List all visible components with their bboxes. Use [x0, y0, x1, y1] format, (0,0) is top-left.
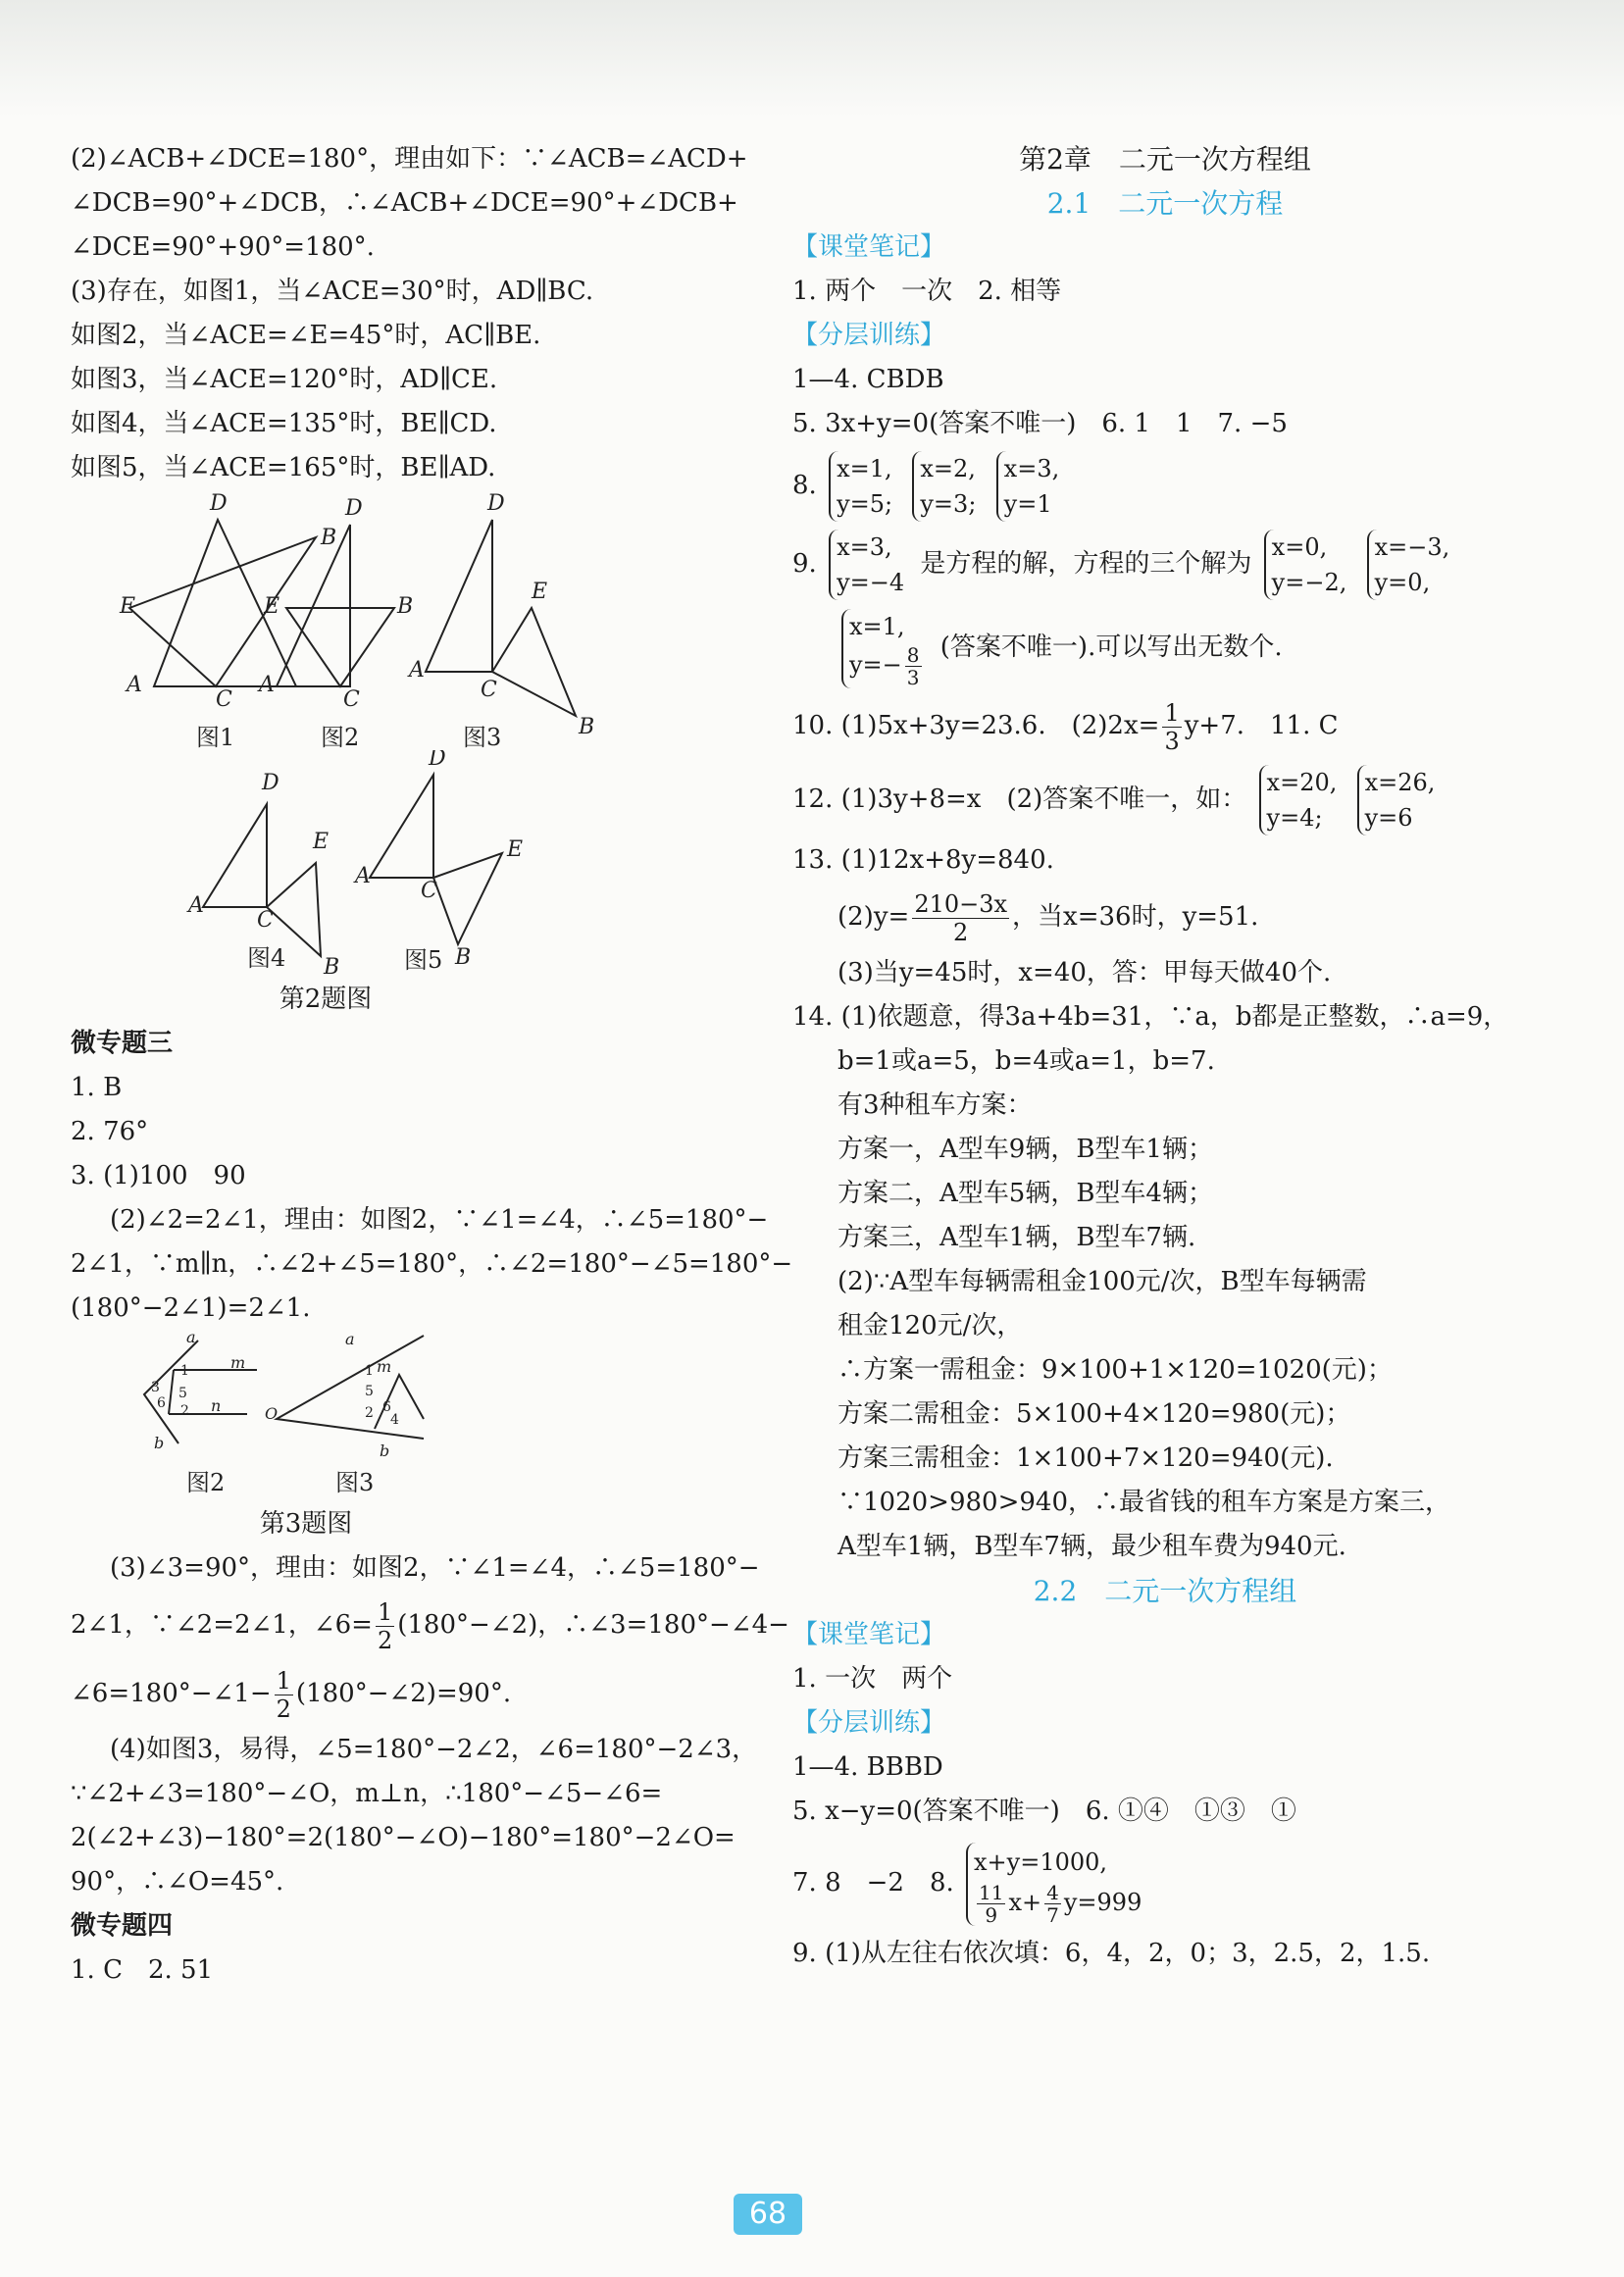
s3-q3-4-line: ∵∠2+∠3=180°−∠O，m⊥n，∴180°−∠5−∠6= — [71, 1779, 663, 1808]
s3-q3-3-line-3 — [71, 1659, 757, 1728]
fig-label-3: 图3 — [463, 724, 502, 750]
svg-text:D: D — [345, 496, 363, 521]
svg-text:b: b — [154, 1434, 165, 1452]
answer-14-line: A型车1辆，B型车7辆，最少租车费为940元. — [837, 1532, 1346, 1561]
svg-text:E: E — [264, 594, 280, 619]
answer-14-line: ∴方案一需租金：9×100+1×120=1020(元)； — [837, 1355, 1393, 1385]
s4-answers: 1. C 2. 51 — [71, 1955, 214, 1985]
equation-system — [1264, 530, 1351, 600]
sys-line: x=1, — [837, 455, 892, 482]
svg-text:2: 2 — [365, 1405, 374, 1421]
sys-line: x=20, — [1266, 769, 1338, 796]
s3-q3-4-line: (4)如图3，易得，∠5=180°−2∠2，∠6=180°−2∠3， — [110, 1735, 758, 1764]
graded-training-tag-2: 【分层训练】 — [792, 1708, 946, 1738]
answer-5-7: 5. 3x+y=0(答案不唯一) 6. 1 1 7. −5 — [792, 409, 1288, 438]
answer-14-line: 方案二，A型车5辆，B型车4辆； — [837, 1179, 1213, 1208]
numerator: 1 — [1164, 698, 1180, 727]
sys-line: x=1, — [849, 612, 905, 640]
fig-label-4: 图4 — [247, 944, 286, 972]
figures-row-2 — [71, 750, 757, 995]
answer-b-5-6: 5. x−y=0(答案不唯一) 6. ①④ ①③ ① — [792, 1796, 1296, 1826]
svg-text:B: B — [321, 526, 337, 550]
svg-text:E: E — [532, 580, 548, 604]
svg-text:3: 3 — [151, 1380, 160, 1395]
fig-label-5: 图5 — [404, 946, 443, 974]
answer-9-label: 9. — [792, 549, 817, 579]
figures-q3 — [71, 1331, 757, 1512]
answer-b-1-4: 1—4. BBBD — [792, 1752, 943, 1782]
numerator: 4 — [1046, 1880, 1059, 1904]
answer-14-line: 14. (1)依题意，得3a+4b=31，∵a，b都是正整数，∴a=9， — [792, 1002, 1509, 1032]
fig-label-2: 图2 — [321, 724, 360, 750]
fig3-caption: 第3题图 — [259, 1509, 353, 1539]
svg-text:A: A — [409, 658, 425, 683]
class-notes-tag-2: 【课堂笔记】 — [792, 1620, 946, 1649]
q2-part3-line: 如图4，当∠ACE=135°时，BE∥CD. — [71, 409, 497, 438]
svg-text:B: B — [455, 945, 472, 970]
answer-14-line: 方案一，A型车9辆，B型车1辆； — [837, 1135, 1213, 1164]
svg-text:6: 6 — [157, 1395, 166, 1411]
class-notes-tag: 【课堂笔记】 — [792, 232, 946, 262]
class-notes-answer-2: 1. 一次 两个 — [792, 1664, 953, 1694]
answer-13-2 — [792, 883, 1538, 951]
numerator: 1 — [276, 1666, 291, 1695]
answer-9 — [792, 525, 1538, 603]
q2-part3-line: 如图5，当∠ACE=165°时，BE∥AD. — [71, 453, 496, 482]
fraction — [1162, 699, 1181, 755]
q2-part3-line: (3)存在，如图1，当∠ACE=30°时，AD∥BC. — [71, 277, 594, 306]
svg-text:m: m — [230, 1353, 246, 1372]
svg-text:E: E — [313, 830, 330, 854]
answer-10-text: 10. (1)5x+3y=23.6. (2)2x= — [792, 711, 1160, 740]
right-column — [792, 137, 1538, 1976]
s3-q3-2-line: (180°−2∠1)=2∠1. — [71, 1293, 311, 1323]
q2-part2-line: (2)∠ACB+∠DCE=180°，理由如下：∵∠ACB=∠ACD+ — [71, 144, 748, 174]
svg-text:O: O — [265, 1404, 279, 1423]
sys-line: x=26, — [1364, 769, 1436, 796]
svg-text:5: 5 — [365, 1384, 374, 1399]
sys-line: x+ — [1008, 1888, 1042, 1916]
svg-text:D: D — [210, 491, 228, 516]
sys-line: x+y=1000, — [974, 1847, 1108, 1876]
class-notes-answer: 1. 两个 一次 2. 相等 — [792, 277, 1062, 306]
answer-b-9: 9. (1)从左往右依次填：6，4，2，0；3，2.5，2，1.5. — [792, 1939, 1431, 1968]
equation-system — [1367, 530, 1454, 600]
answer-8-label: 8. — [792, 471, 817, 500]
answer-10-11 — [792, 691, 1538, 760]
sys-line: y=− — [849, 650, 902, 679]
svg-text:b: b — [380, 1442, 390, 1460]
svg-text:C: C — [421, 879, 437, 903]
equation-system — [996, 451, 1064, 522]
sys-line: x=0, — [1271, 533, 1328, 561]
svg-text:D: D — [262, 771, 279, 795]
s3-answer-1: 1. B — [71, 1073, 123, 1102]
sys-line: y=999 — [1063, 1888, 1142, 1916]
answer-9-continued — [792, 603, 1538, 691]
sys-line: x=3, — [1003, 455, 1060, 482]
answer-1-4: 1—4. CBDB — [792, 365, 944, 394]
svg-text:6: 6 — [382, 1399, 391, 1415]
denominator: 3 — [906, 665, 920, 689]
equation-system — [841, 609, 929, 688]
svg-text:2: 2 — [180, 1403, 189, 1419]
fraction — [977, 1882, 1005, 1926]
answer-10-text: y+7. 11. C — [1184, 711, 1339, 740]
answer-14-line: 方案二需租金：5×100+4×120=980(元)； — [837, 1399, 1351, 1429]
s3-q3-3-line-2 — [71, 1591, 789, 1659]
sys-line: y=1 — [1003, 490, 1052, 518]
numerator: 8 — [906, 642, 920, 667]
svg-text:E: E — [120, 594, 136, 619]
svg-text:C: C — [257, 908, 274, 933]
numerator: 1 — [377, 1597, 393, 1626]
svg-text:n: n — [211, 1396, 222, 1415]
fraction — [912, 890, 1009, 946]
equation-system — [1259, 765, 1342, 835]
answer-14-line: 方案三需租金：1×100+7×120=940(元). — [837, 1443, 1334, 1473]
svg-text:B: B — [324, 955, 340, 980]
answer-8 — [792, 446, 1538, 525]
svg-text:C: C — [343, 687, 360, 712]
denominator: 7 — [1046, 1902, 1059, 1927]
sys-line: y=5; — [837, 490, 893, 518]
svg-text:a: a — [186, 1331, 196, 1346]
sys-line: x=3, — [837, 533, 892, 561]
svg-text:D: D — [487, 491, 505, 516]
sys-line: x=2, — [920, 455, 976, 482]
denominator: 2 — [377, 1626, 393, 1654]
svg-text:4: 4 — [390, 1412, 399, 1428]
fig2-caption: 第2题图 — [279, 985, 373, 1014]
equation-system — [912, 451, 980, 522]
equation-system — [1357, 765, 1440, 835]
numerator: 11 — [979, 1880, 1004, 1904]
s3-q3-3-line-1: (3)∠3=90°，理由：如图2，∵∠1=∠4，∴∠5=180°− — [110, 1553, 760, 1583]
sys-line: y=6 — [1364, 804, 1413, 832]
sys-line: y=4; — [1266, 804, 1323, 832]
svg-text:D: D — [429, 750, 446, 771]
svg-text:A: A — [259, 673, 275, 697]
answer-b-7-8-text: 7. 8 −2 8. — [792, 1868, 954, 1898]
q3-fig-label-2: 图2 — [186, 1469, 226, 1496]
svg-text:C: C — [216, 687, 232, 712]
svg-text:1: 1 — [365, 1363, 374, 1379]
svg-text:E: E — [507, 837, 524, 862]
svg-text:a: a — [345, 1331, 355, 1348]
equation-system — [966, 1843, 1145, 1926]
answer-9-tail: (答案不唯一).可以写出无数个. — [939, 632, 1283, 662]
answer-13-text: (2)y= — [837, 902, 910, 932]
answer-9-text: 是方程的解，方程的三个解为 — [920, 549, 1252, 579]
q2-part3-line: 如图3，当∠ACE=120°时，AD∥CE. — [71, 365, 498, 394]
section-2-2-title: 2.2 二元一次方程组 — [1033, 1575, 1297, 1607]
equation-system — [829, 451, 896, 522]
svg-text:5: 5 — [178, 1386, 187, 1401]
svg-text:m: m — [377, 1357, 392, 1376]
q2-part2-line: ∠DCE=90°+90°=180°. — [71, 232, 375, 262]
chapter-title: 第2章 二元一次方程组 — [1019, 143, 1311, 176]
s3-q3-3-text: ∠6=180°−∠1− — [71, 1679, 272, 1708]
figures-row-1 — [71, 490, 757, 750]
svg-text:1: 1 — [180, 1363, 189, 1379]
fraction — [275, 1667, 293, 1723]
answer-14-line: 方案三，A型车1辆，B型车7辆. — [837, 1223, 1196, 1252]
denominator: 9 — [985, 1902, 998, 1927]
s3-q3-2-line: (2)∠2=2∠1，理由：如图2，∵∠1=∠4，∴∠5=180°− — [110, 1205, 769, 1235]
answer-12-text: 12. (1)3y+8=x (2)答案不唯一，如： — [792, 784, 1247, 814]
fraction — [1044, 1882, 1061, 1926]
sys-line: x=−3, — [1374, 533, 1450, 561]
answer-14-line: 租金120元/次， — [837, 1311, 1023, 1341]
s3-q3-3-text: 2∠1，∵∠2=2∠1，∠6= — [71, 1610, 373, 1640]
sys-line: y=0, — [1374, 569, 1431, 596]
s3-q3-3-text: (180°−∠2)=90°. — [295, 1679, 512, 1708]
answer-13-3: (3)当y=45时，x=40，答：甲每天做40个. — [837, 958, 1332, 987]
denominator: 3 — [1164, 727, 1180, 755]
fraction — [376, 1598, 394, 1654]
sys-line: y=3; — [920, 490, 977, 518]
section-2-1-title: 2.1 二元一次方程 — [1046, 187, 1284, 220]
answer-14-line: 有3种租车方案： — [837, 1090, 1033, 1120]
fraction — [905, 644, 922, 688]
numerator: 210−3x — [914, 889, 1008, 918]
s3-answer-2: 2. 76° — [71, 1117, 149, 1146]
special-topic-3-title: 微专题三 — [71, 1029, 174, 1058]
denominator: 2 — [953, 918, 969, 946]
sys-line: y=−4 — [837, 569, 905, 596]
svg-text:B: B — [397, 594, 414, 619]
s3-q3-3-text: (180°−∠2)，∴∠3=180°−∠4− — [397, 1610, 789, 1640]
answer-b-7-8 — [792, 1834, 1538, 1932]
answer-13-1: 13. (1)12x+8y=840. — [792, 845, 1054, 875]
q2-part3-line: 如图2，当∠ACE=∠E=45°时，AC∥BE. — [71, 321, 541, 350]
header-band — [0, 0, 1624, 118]
answer-13-text: ，当x=36时，y=51. — [1012, 902, 1259, 932]
answer-14-line: b=1或a=5，b=4或a=1，b=7. — [837, 1046, 1215, 1076]
svg-text:B: B — [579, 715, 595, 739]
q2-part2-line: ∠DCB=90°+∠DCB，∴∠ACB+∠DCE=90°+∠DCB+ — [71, 188, 738, 218]
q3-fig-label-3: 图3 — [335, 1469, 375, 1496]
answer-14-line: ∵1020>980>940，∴最省钱的租车方案是方案三， — [837, 1488, 1450, 1517]
denominator: 2 — [276, 1695, 291, 1723]
svg-text:C: C — [481, 678, 497, 702]
equation-system — [829, 530, 908, 600]
s3-q3-4-line: 2(∠2+∠3)−180°=2(180°−∠O)−180°=180°−2∠O= — [71, 1823, 736, 1852]
left-column — [71, 137, 793, 1993]
s3-q3-2-line: 2∠1，∵m∥n，∴∠2+∠5=180°，∴∠2=180°−∠5=180°− — [71, 1249, 793, 1279]
answer-14-line: (2)∵A型车每辆需租金100元/次，B型车每辆需 — [837, 1267, 1367, 1296]
graded-training-tag: 【分层训练】 — [792, 321, 946, 350]
special-topic-4-title: 微专题四 — [71, 1911, 174, 1941]
s3-answer-3-1: 3. (1)100 90 — [71, 1161, 246, 1190]
svg-text:A: A — [355, 864, 371, 888]
s3-q3-4-line: 90°，∴∠O=45°. — [71, 1867, 284, 1897]
svg-text:A: A — [188, 893, 204, 918]
page-number: 68 — [734, 2194, 802, 2235]
sys-line: y=−2, — [1271, 569, 1347, 596]
answer-12 — [792, 760, 1538, 838]
fig-label-1: 图1 — [196, 724, 235, 750]
svg-text:A: A — [127, 673, 142, 697]
